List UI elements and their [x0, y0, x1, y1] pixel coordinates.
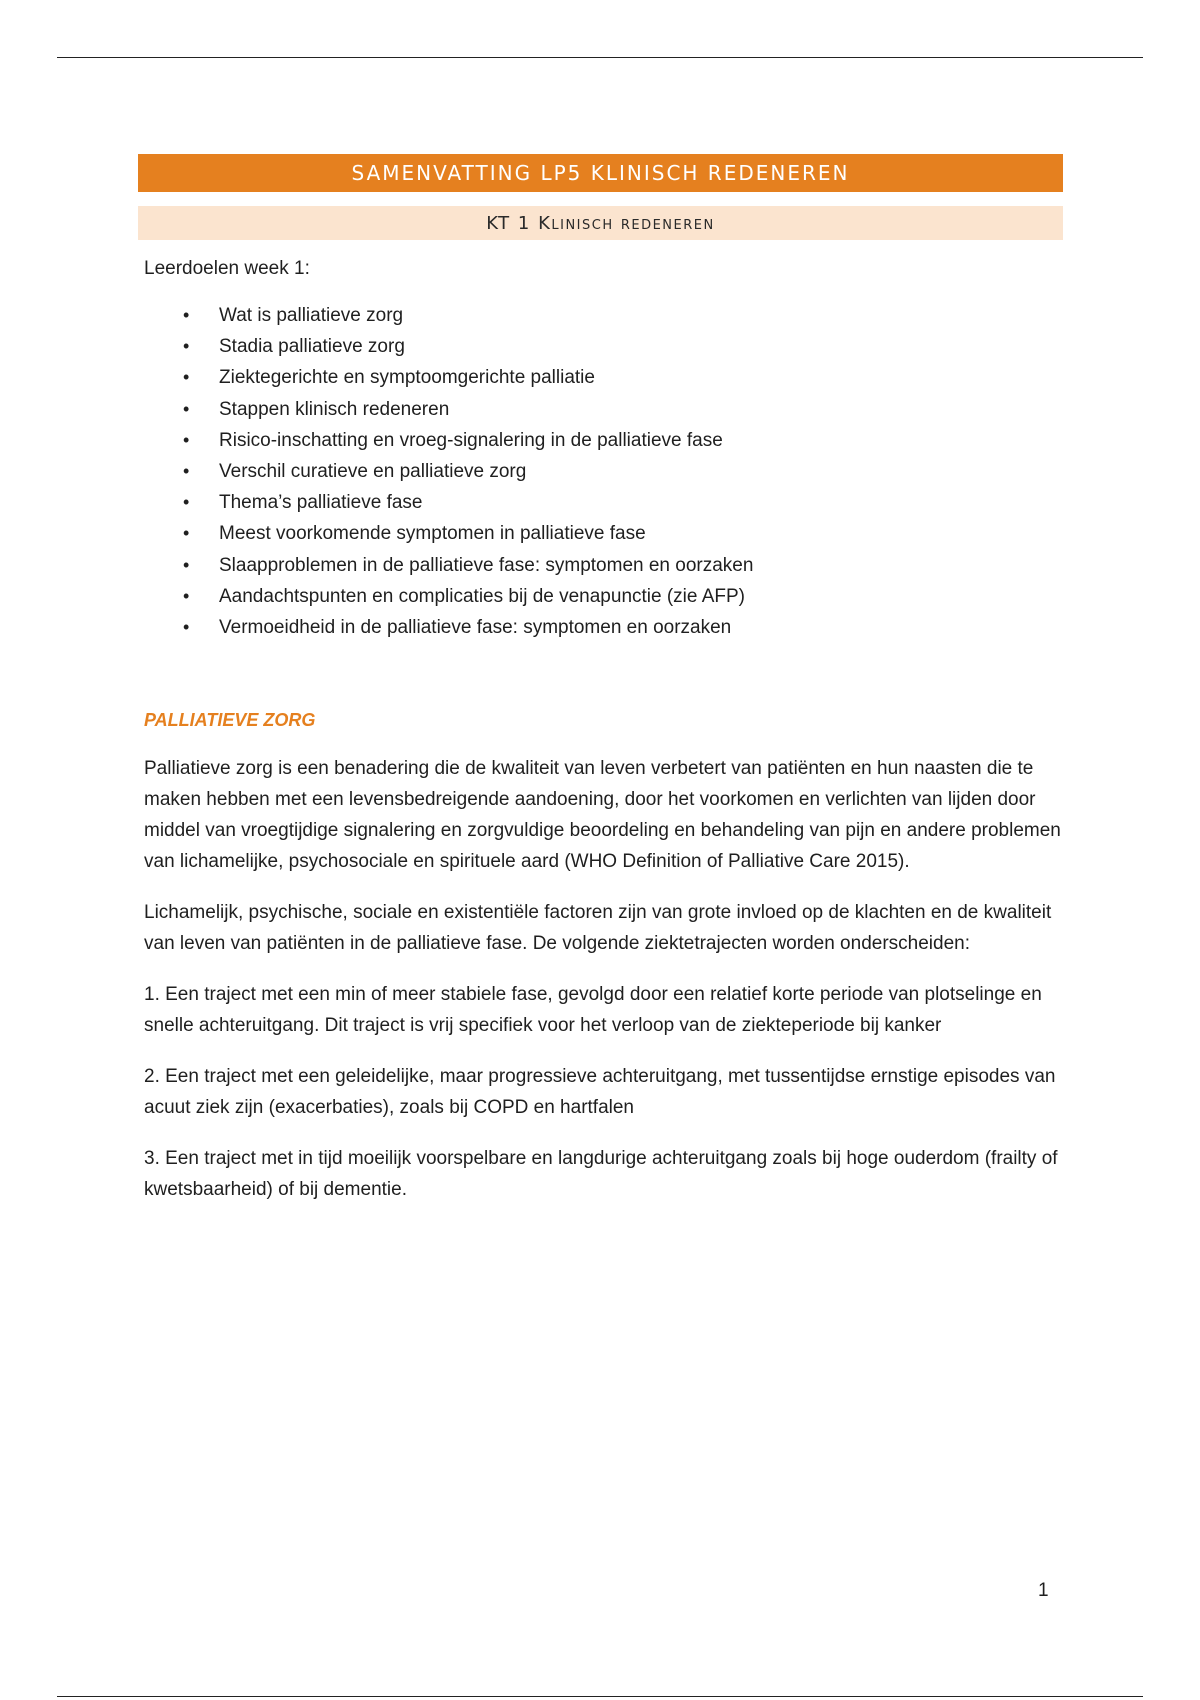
goal-item [138, 300, 1063, 331]
document-title: SAMENVATTING LP5 KLINISCH REDENEREN [138, 154, 1063, 192]
paragraph-trajectory-1: 1. Een traject met een min of meer stabiele fase, gevolgd door een relatief korte periode van plotselinge en snelle achteruitgang. Dit traject is vrij specifiek voor het verloop van de ziekteperiode bij kanker [144, 984, 1042, 1037]
goal-item [138, 550, 1063, 581]
goal-item [138, 456, 1063, 487]
bullet-icon: • [183, 585, 190, 606]
bullet-icon: • [183, 367, 190, 388]
paragraph-definition: Palliatieve zorg is een benadering die de kwaliteit van leven verbetert van patiënten en hun naasten die te maken hebben met een levensbedreigende aandoening, door het voorkomen en verlichten van lijden door middel van vroegtijdige signalering en zorgvuldige beoordeling en behandeling van pijn en andere problemen van lichamelijke, psychosociale en spirituele aard (WHO Definition of Palliative Care 2015). [144, 758, 1061, 873]
footer-rule [57, 1696, 1143, 1697]
goal-item [138, 394, 1063, 425]
paragraph-trajectory-3: 3. Een traject met in tijd moeilijk voorspelbare en langdurige achteruitgang zoals bij hoge ouderdom (frailty of kwetsbaarheid) of bij dementie. [144, 1148, 1058, 1201]
document-subtitle: KT 1 Klinisch redeneren [138, 206, 1063, 240]
bullet-icon: • [183, 554, 190, 575]
goal-text: Risico-inschatting en vroeg-signalering in de palliatieve fase [219, 429, 723, 451]
goal-text: Wat is palliatieve zorg [219, 305, 404, 326]
goal-item [138, 581, 1063, 612]
goal-text: Stadia palliatieve zorg [219, 336, 405, 358]
goal-text: Thema’s palliatieve fase [219, 492, 423, 514]
bullet-icon: • [183, 429, 190, 450]
goal-item [138, 362, 1063, 393]
goal-text: Stappen klinisch redeneren [219, 398, 450, 420]
goal-item [138, 612, 1063, 643]
goal-item [138, 425, 1063, 456]
goals-list [138, 300, 1063, 643]
page-content [138, 154, 1063, 1205]
goal-text: Ziektegerichte en symptoomgerichte palliatie [219, 367, 595, 389]
bullet-icon: • [183, 492, 190, 513]
bullet-icon: • [183, 305, 190, 325]
bullet-icon: • [183, 617, 190, 638]
section-heading: PALLIATIEVE ZORG [144, 710, 316, 731]
paragraph-factors: Lichamelijk, psychische, sociale en existentiële factoren zijn van grote invloed op de klachten en de kwaliteit van leven van patiënten in de palliatieve fase. De volgende ziektetrajecten worden onderscheiden: [144, 902, 1052, 955]
bullet-icon: • [183, 336, 190, 357]
goal-text: Slaapproblemen in de palliatieve fase: symptomen en oorzaken [219, 554, 754, 576]
header-rule [57, 57, 1143, 58]
goals-label: Leerdoelen week 1: [144, 258, 310, 279]
paragraph-trajectory-2: 2. Een traject met een geleidelijke, maar progressieve achteruitgang, met tussentijdse ernstige episodes van acuut ziek zijn (exacerbaties), zoals bij COPD en hartfalen [144, 1066, 1056, 1119]
page-number: 1 [1038, 1580, 1049, 1601]
goal-item [138, 487, 1063, 518]
goal-item [138, 518, 1063, 549]
goal-text: Vermoeidheid in de palliatieve fase: symptomen en oorzaken [219, 617, 732, 639]
bullet-icon: • [183, 523, 190, 544]
goal-item [138, 331, 1063, 362]
goal-text: Aandachtspunten en complicaties bij de venapunctie (zie AFP) [219, 585, 745, 607]
bullet-icon: • [183, 461, 190, 482]
bullet-icon: • [183, 398, 190, 419]
goal-text: Meest voorkomende symptomen in palliatieve fase [219, 523, 646, 545]
goal-text: Verschil curatieve en palliatieve zorg [219, 461, 527, 483]
